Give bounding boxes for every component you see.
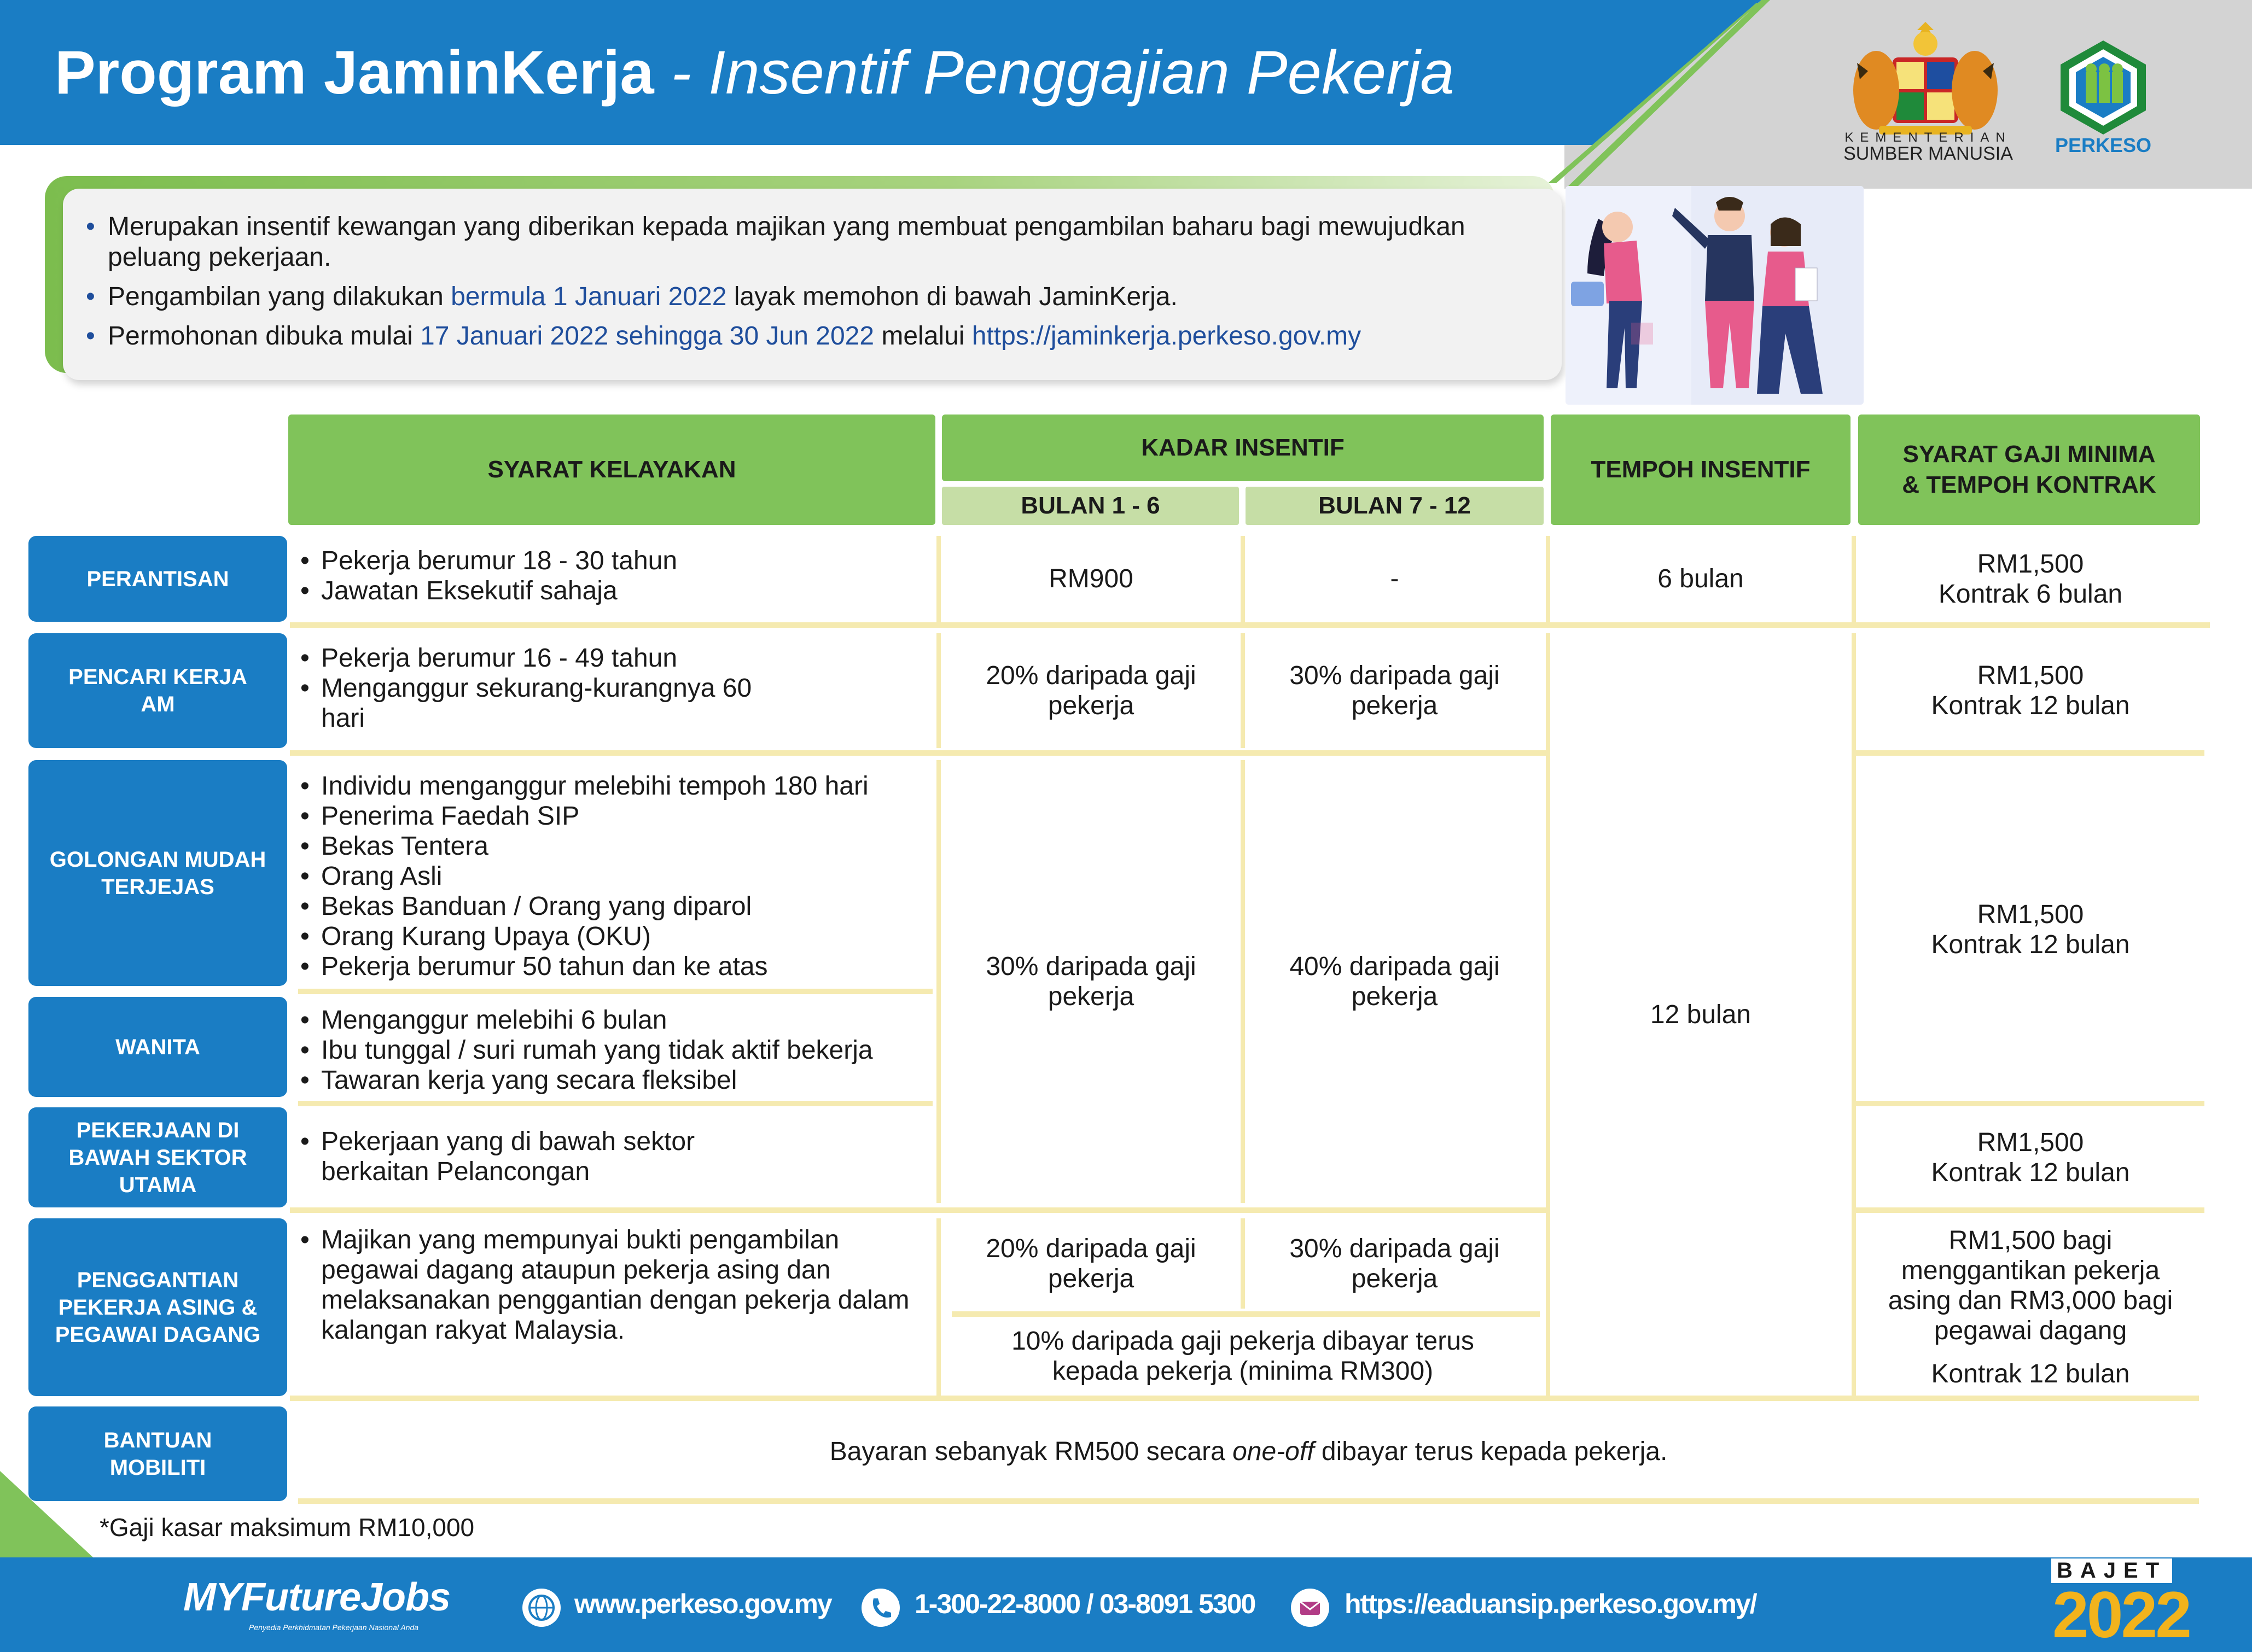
list-item: • Pekerja berumur 50 tahun dan ke atas [298,951,938,982]
info-item-2: • Pengambilan yang dilakukan bermula 1 Januari 2022 layak memohon di bawah JaminKerja. [86,282,1534,312]
divider [298,989,933,994]
title-italic: - Insentif Penggajian Pekerja [654,38,1454,107]
col-header-bulan1: BULAN 1 - 6 [942,487,1239,525]
pencari-bulan2: 30% daripada gaji pekerja [1289,661,1500,720]
divider [1854,1101,2204,1106]
list-item: • Pekerja berumur 18 - 30 tahun [298,546,927,576]
golongan-bulan1: 30% daripada gaji pekerja [986,952,1196,1011]
divider [1546,633,1550,1396]
divider [290,750,1548,756]
divider [290,1396,2199,1401]
category-bantuan-mobiliti: BANTUAN MOBILITI [28,1406,287,1501]
divider [936,633,941,748]
list-item: • Penerima Faedah SIP [298,801,938,831]
criteria-golongan [298,771,938,982]
divider [298,1101,933,1106]
myfuturejobs-tagline: Penyedia Perkhidmatan Pekerjaan Nasional Anda [249,1623,419,1632]
list-item: • Bekas Banduan / Orang yang diparol [298,891,938,921]
info-item-1: • Merupakan insentif kewangan yang diberikan kepada majikan yang membuat pengambilan baharu bagi mewujudkan peluang pekerjaan. [86,212,1534,273]
mobiliti-payment: Bayaran sebanyak RM500 secara one-off dibayar terus kepada pekerja. [829,1437,1668,1466]
start-date-highlight: bermula 1 Januari 2022 [451,282,727,311]
divider [1854,1207,2204,1213]
info-box [63,189,1562,380]
divider [290,622,2210,628]
pencari-bulan1: 20% daripada gaji pekerja [986,661,1196,720]
list-item: • Jawatan Eksekutif sahaja [298,576,927,606]
phone-icon [862,1589,900,1627]
divider [290,1207,1548,1213]
penggantian-bulan1: 20% daripada gaji pekerja [986,1234,1196,1293]
category-perantisan: PERANTISAN [28,536,287,622]
criteria-wanita [298,1005,938,1095]
golongan-bulan2: 40% daripada gaji pekerja [1289,952,1500,1011]
ministry-name-line2: SUMBER MANUSIA [1843,143,2013,164]
col-header-syarat: SYARAT KELAYAKAN [288,415,935,525]
perantisan-bulan1: RM900 [1049,564,1133,593]
myfuturejobs-logo: MYFutureJobs [183,1575,451,1619]
penggantian-bulan2: 30% daripada gaji pekerja [1289,1234,1500,1293]
criteria-penggantian [298,1225,933,1345]
globe-icon [522,1589,561,1627]
ministry-name-line1: KEMENTERIAN [1844,130,2012,145]
category-sektor-utama: PEKERJAAN DI BAWAH SEKTOR UTAMA [28,1107,287,1207]
perkeso-logo-icon [2054,38,2152,137]
list-item: • Individu menganggur melebihi tempoh 180 hari [298,771,938,801]
jaminkerja-link[interactable]: https://jaminkerja.perkeso.gov.my [971,322,1361,351]
category-pencari-kerja: PENCARI KERJA AM [28,633,287,748]
perantisan-bulan2: - [1390,564,1399,593]
divider [1241,536,1245,622]
criteria-perantisan [298,546,927,606]
list-item: • Menganggur sekurang-kurangnya 60 hari [298,673,769,733]
divider [1854,750,2204,756]
criteria-pelancongan [298,1126,927,1187]
divider [1852,633,1856,1396]
list-item: • Orang Asli [298,861,938,891]
list-item: • Menganggur melebihi 6 bulan [298,1005,938,1035]
criteria-pencari-kerja [298,643,927,733]
pelancongan-gaji: RM1,500 Kontrak 12 bulan [1931,1128,2130,1187]
divider [298,1498,2199,1504]
divider [1852,536,1856,622]
list-item: • Majikan yang mempunyai bukti pengambilan pegawai dagang ataupun pekerja asing dan melaksanakan penggantian dengan pekerja dalam kalangan rakyat Malaysia. [298,1225,933,1345]
bajet-label: BAJET [2051,1558,2172,1583]
list-item: • Pekerja berumur 16 - 49 tahun [298,643,927,673]
tempoh-12-bulan: 12 bulan [1650,1000,1751,1029]
divider [1241,633,1245,748]
bajet-year: 2022 [2052,1578,2190,1651]
golongan-gaji: RM1,500 Kontrak 12 bulan [1931,900,2130,959]
footnote: *Gaji kasar maksimum RM10,000 [100,1513,475,1542]
list-item: • Tawaran kerja yang secara fleksibel [298,1065,938,1095]
category-golongan-mudah-terjejas: GOLONGAN MUDAH TERJEJAS [28,760,287,986]
divider [936,1218,941,1396]
perantisan-gaji: RM1,500 Kontrak 6 bulan [1938,549,2123,609]
divider [1241,760,1245,1203]
people-high-five-illustration [1566,186,1864,405]
col-header-bulan2: BULAN 7 - 12 [1246,487,1544,525]
perantisan-tempoh: 6 bulan [1657,564,1744,593]
divider [952,1311,1540,1317]
application-period-highlight: 17 Januari 2022 sehingga 30 Jun 2022 [420,322,875,351]
info-item-3: • Permohonan dibuka mulai 17 Januari 2022 sehingga 30 Jun 2022 melalui https://jaminkerja.perkeso.gov.my [86,321,1534,352]
col-header-gaji: SYARAT GAJI MINIMA & TEMPOH KONTRAK [1858,415,2200,525]
divider [1241,1218,1245,1309]
list-item: • Pekerjaan yang di bawah sektor berkaitan Pelancongan [298,1126,747,1187]
title-bold: Program JaminKerja [55,38,654,107]
list-item: • Bekas Tentera [298,831,938,861]
pencari-gaji: RM1,500 Kontrak 12 bulan [1931,661,2130,720]
category-penggantian: PENGGANTIAN PEKERJA ASING & PEGAWAI DAGANG [28,1218,287,1396]
eaduan-link[interactable]: https://eaduansip.perkeso.gov.my/ [1345,1589,1756,1619]
divider [1546,536,1550,622]
phone-number[interactable]: 1-300-22-8000 / 03-8091 5300 [915,1589,1255,1619]
category-wanita: WANITA [28,997,287,1097]
email-icon [1291,1589,1329,1627]
penggantian-direct-payment: 10% daripada gaji pekerja dibayar terus kepada pekerja (minima RM300) [1011,1327,1474,1386]
col-header-tempoh: TEMPOH INSENTIF [1551,415,1851,525]
perkeso-logo-text: PERKESO [2055,134,2152,156]
divider [936,536,941,622]
website-link[interactable]: www.perkeso.gov.my [574,1589,831,1619]
list-item: • Orang Kurang Upaya (OKU) [298,921,938,951]
list-item: • Ibu tunggal / suri rumah yang tidak aktif bekerja [298,1035,938,1065]
col-header-kadar: KADAR INSENTIF [942,415,1544,481]
penggantian-gaji: RM1,500 bagi menggantikan pekerja asing dan RM3,000 bagi pegawai dagang Kontrak 12 bulan [1888,1226,2173,1388]
page-title [55,32,1454,114]
